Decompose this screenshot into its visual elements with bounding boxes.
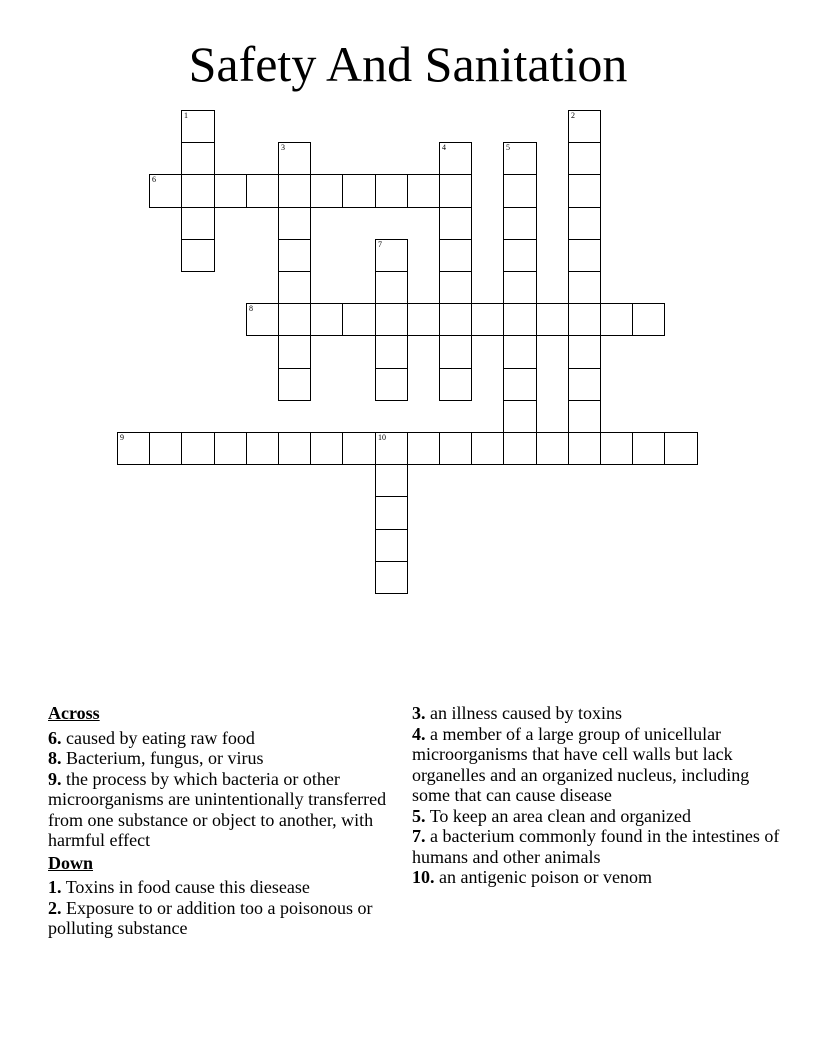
clue-down-1	[48, 877, 403, 898]
clue-number: 10.	[412, 867, 435, 887]
clue-across-6	[48, 728, 403, 749]
clue-number-label: 7	[378, 240, 382, 249]
clue-number-label: 9	[120, 433, 124, 442]
grid-cell[interactable]	[503, 432, 537, 465]
grid-cell[interactable]	[568, 400, 601, 433]
grid-cell[interactable]	[181, 142, 215, 175]
clue-number-label: 4	[442, 143, 446, 152]
grid-cell[interactable]	[439, 271, 472, 304]
clue-number: 4.	[412, 723, 426, 744]
clue-number-label: 6	[152, 175, 156, 184]
clue-text: Exposure to or addition too a poisonous or polluting substance	[48, 897, 373, 938]
grid-cell[interactable]	[503, 271, 537, 304]
grid-cell[interactable]	[600, 303, 633, 336]
clue-number: 5.	[412, 805, 426, 826]
grid-cell[interactable]	[536, 303, 569, 336]
grid-cell[interactable]	[181, 110, 215, 143]
clue-text: a member of a large group of unicellular microorganisms that have cell walls but lack organelles and an organized nucleus, including some that can cause disease	[412, 723, 750, 805]
across-heading: Across	[48, 703, 100, 723]
grid-cell[interactable]	[375, 529, 408, 562]
grid-cell[interactable]	[375, 174, 408, 208]
grid-cell[interactable]	[310, 303, 343, 336]
clue-down-10	[412, 867, 782, 888]
grid-cell[interactable]	[375, 496, 408, 530]
grid-cell[interactable]	[536, 432, 569, 465]
grid-cell[interactable]	[503, 142, 537, 175]
grid-cell[interactable]	[375, 271, 408, 304]
grid-cell[interactable]	[214, 432, 247, 465]
clue-number-label: 3	[281, 143, 285, 152]
grid-cell[interactable]	[568, 174, 601, 208]
clue-text: a bacterium commonly found in the intestines of humans and other animals	[412, 826, 780, 867]
grid-cell[interactable]	[214, 174, 247, 208]
grid-cell[interactable]	[503, 335, 537, 369]
grid-cell[interactable]	[375, 335, 408, 369]
grid-cell[interactable]	[375, 561, 408, 594]
grid-cell[interactable]	[375, 368, 408, 401]
down-heading: Down	[48, 852, 94, 873]
grid-cell[interactable]	[439, 239, 472, 272]
grid-cell[interactable]	[471, 303, 504, 336]
grid-cell[interactable]	[342, 432, 376, 465]
grid-cell[interactable]	[503, 303, 537, 336]
grid-cell[interactable]	[503, 239, 537, 272]
grid-cell[interactable]	[375, 239, 408, 272]
grid-cell[interactable]	[568, 239, 601, 272]
clue-down-7	[412, 826, 782, 867]
grid-cell[interactable]	[407, 303, 440, 336]
clue-number-label: 10	[378, 433, 386, 442]
clue-across-8	[48, 748, 403, 769]
grid-cell[interactable]	[246, 174, 279, 208]
clue-across-9	[48, 769, 403, 851]
clue-number-label: 5	[506, 143, 510, 152]
grid-cell[interactable]	[342, 303, 376, 336]
grid-cell[interactable]	[149, 432, 182, 465]
grid-cell[interactable]	[407, 174, 440, 208]
grid-cell[interactable]	[310, 174, 343, 208]
clue-text: Toxins in food cause this diesease	[65, 877, 310, 897]
clue-number: 1.	[48, 877, 62, 897]
grid-cell[interactable]	[278, 271, 311, 304]
clue-number: 6.	[48, 727, 62, 748]
grid-cell[interactable]	[246, 432, 279, 465]
clues-left-column	[48, 703, 403, 939]
grid-cell[interactable]	[568, 368, 601, 401]
grid-cell[interactable]	[503, 207, 537, 240]
grid-cell[interactable]	[471, 432, 504, 465]
clue-text: an antigenic poison or venom	[439, 867, 652, 887]
grid-cell[interactable]	[439, 432, 472, 465]
clues-right-column	[412, 703, 782, 888]
grid-cell[interactable]	[632, 432, 665, 465]
clue-number: 9.	[48, 768, 62, 789]
grid-cell[interactable]	[278, 303, 311, 336]
grid-cell[interactable]	[439, 368, 472, 401]
grid-cell[interactable]	[503, 368, 537, 401]
grid-cell[interactable]	[278, 335, 311, 369]
clue-text: caused by eating raw food	[66, 727, 255, 748]
grid-cell[interactable]	[503, 400, 537, 433]
grid-cell[interactable]	[375, 303, 408, 336]
grid-cell[interactable]	[375, 432, 408, 465]
grid-cell[interactable]	[375, 464, 408, 497]
grid-cell[interactable]	[181, 432, 215, 465]
grid-cell[interactable]	[310, 432, 343, 465]
grid-cell[interactable]	[632, 303, 665, 336]
grid-cell[interactable]	[568, 335, 601, 369]
clue-text: the process by which bacteria or other microorganisms are unintentionally transferred from one substance or object to another, with harmful effect	[48, 768, 387, 850]
clue-down-5	[412, 806, 782, 827]
grid-cell[interactable]	[149, 174, 182, 208]
grid-cell[interactable]	[568, 271, 601, 304]
clue-number-label: 8	[249, 304, 253, 313]
grid-cell[interactable]	[278, 239, 311, 272]
grid-cell[interactable]	[503, 174, 537, 208]
grid-cell[interactable]	[278, 207, 311, 240]
grid-cell[interactable]	[568, 303, 601, 336]
grid-cell[interactable]	[568, 110, 601, 143]
clue-down-2	[48, 898, 403, 939]
grid-cell[interactable]	[117, 432, 150, 465]
clue-down-4	[412, 724, 782, 806]
grid-cell[interactable]	[439, 303, 472, 336]
grid-cell[interactable]	[181, 207, 215, 240]
grid-cell[interactable]	[278, 432, 311, 465]
clue-number: 8.	[48, 748, 62, 768]
grid-cell[interactable]	[181, 239, 215, 272]
grid-cell[interactable]	[439, 142, 472, 175]
grid-cell[interactable]	[278, 174, 311, 208]
grid-cell[interactable]	[664, 432, 698, 465]
grid-cell[interactable]	[568, 142, 601, 175]
grid-cell[interactable]	[407, 432, 440, 465]
grid-cell[interactable]	[278, 142, 311, 175]
clue-text: an illness caused by toxins	[430, 703, 622, 723]
grid-cell[interactable]	[181, 174, 215, 208]
puzzle-title: Safety And Sanitation	[188, 36, 628, 92]
clue-text: Bacterium, fungus, or virus	[66, 748, 264, 768]
grid-cell[interactable]	[246, 303, 279, 336]
clue-number: 3.	[412, 703, 426, 723]
clue-down-3	[412, 703, 782, 724]
clue-text: To keep an area clean and organized	[429, 805, 691, 826]
grid-cell[interactable]	[568, 207, 601, 240]
grid-cell[interactable]	[600, 432, 633, 465]
grid-cell[interactable]	[568, 432, 601, 465]
grid-cell[interactable]	[278, 368, 311, 401]
grid-cell[interactable]	[439, 207, 472, 240]
grid-cell[interactable]	[439, 174, 472, 208]
clue-number-label: 1	[184, 111, 188, 120]
grid-cell[interactable]	[439, 335, 472, 369]
clue-number: 2.	[48, 897, 62, 918]
clue-number-label: 2	[571, 111, 575, 120]
grid-cell[interactable]	[342, 174, 376, 208]
clue-number: 7.	[412, 826, 426, 846]
